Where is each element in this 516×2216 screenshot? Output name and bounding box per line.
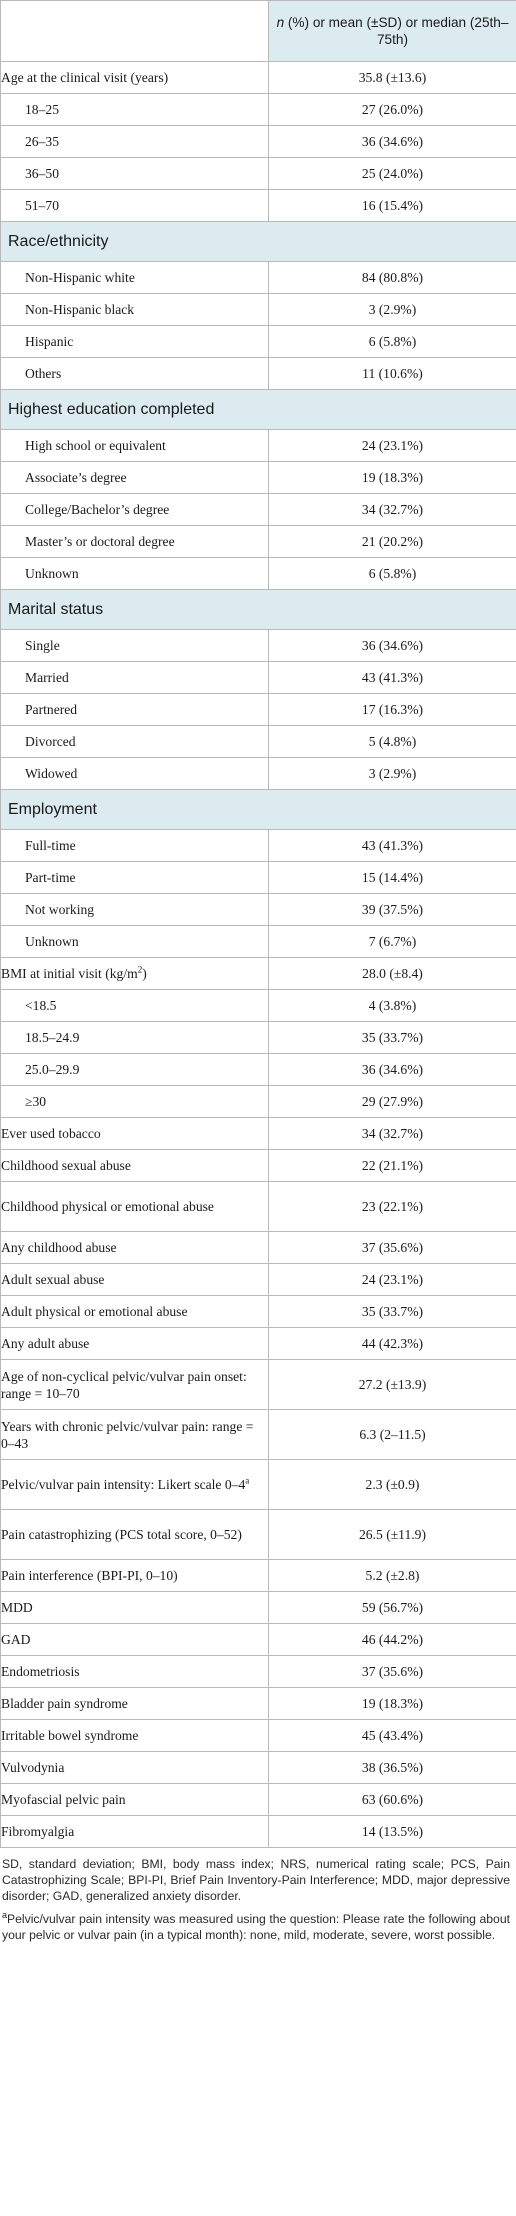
row-label: [1, 726, 269, 758]
table-row: [1, 1054, 516, 1086]
table-row: [1, 694, 516, 726]
section-header-row: [1, 790, 516, 830]
row-label: [1, 958, 269, 990]
table-row: [1, 662, 516, 694]
row-label-text: Ever used tobacco: [1, 1126, 101, 1141]
row-label-text: Single: [25, 638, 60, 653]
footnote-a-text: Pelvic/vulvar pain intensity was measured using the question: Please rate the following about your pelvic or vulvar pain (in a typical month): none, mild, moderate, severe, worst possible.: [2, 1912, 510, 1942]
table-row: [1, 262, 516, 294]
table-row: [1, 830, 516, 862]
row-label-text: Not working: [25, 902, 95, 917]
row-label-suffix: ): [142, 966, 147, 981]
table-row: [1, 758, 516, 790]
row-label: [1, 430, 269, 462]
row-label: [1, 1752, 269, 1784]
footnote-a: [2, 1911, 510, 1943]
row-label-text: Years with chronic pelvic/vulvar pain: range = 0–43: [1, 1418, 254, 1451]
row-value: 35.8 (±13.6): [269, 62, 516, 94]
row-label: [1, 1688, 269, 1720]
row-label: [1, 1460, 269, 1510]
row-value: 22 (21.1%): [269, 1150, 516, 1182]
row-value: 19 (18.3%): [269, 462, 516, 494]
table-row: [1, 862, 516, 894]
row-label: [1, 1510, 269, 1560]
row-label-text: Adult physical or emotional abuse: [1, 1304, 188, 1319]
row-value: 23 (22.1%): [269, 1182, 516, 1232]
row-label: [1, 926, 269, 958]
section-header-row: [1, 222, 516, 262]
table-row: [1, 126, 516, 158]
row-label: [1, 494, 269, 526]
row-label-text: ≥30: [25, 1094, 47, 1109]
table-row: [1, 1784, 516, 1816]
row-label-text: Myofascial pelvic pain: [1, 1792, 126, 1807]
header-n: n: [276, 15, 285, 30]
table-row: [1, 1086, 516, 1118]
row-value: 28.0 (±8.4): [269, 958, 516, 990]
table-row: [1, 1328, 516, 1360]
table-row: [1, 1410, 516, 1460]
table-body: [1, 62, 516, 1848]
footnote-a-marker: a: [2, 1909, 8, 1920]
row-label-text: 26–35: [25, 134, 59, 149]
row-value: 16 (15.4%): [269, 190, 516, 222]
row-label: [1, 126, 269, 158]
row-label-text: Unknown: [25, 566, 79, 581]
table-row: [1, 1150, 516, 1182]
section-empty-cell: [269, 790, 516, 830]
table-row: [1, 190, 516, 222]
row-label-superscript: a: [245, 1475, 250, 1486]
row-label: [1, 694, 269, 726]
row-value: 36 (34.6%): [269, 126, 516, 158]
table-row: [1, 1022, 516, 1054]
row-label: [1, 1264, 269, 1296]
row-label: [1, 326, 269, 358]
row-value: 24 (23.1%): [269, 1264, 516, 1296]
row-value: 37 (35.6%): [269, 1656, 516, 1688]
row-label: [1, 1022, 269, 1054]
header-stat-cell: [269, 1, 516, 62]
row-value: 38 (36.5%): [269, 1752, 516, 1784]
table-row: [1, 1752, 516, 1784]
row-label-text: Irritable bowel syndrome: [1, 1728, 139, 1743]
row-value: 43 (41.3%): [269, 830, 516, 862]
table-row: [1, 1624, 516, 1656]
table-row: [1, 462, 516, 494]
row-label: [1, 1296, 269, 1328]
row-label: [1, 1118, 269, 1150]
row-label: [1, 1232, 269, 1264]
row-label: [1, 758, 269, 790]
row-value: 26.5 (±11.9): [269, 1510, 516, 1560]
row-label-text: <18.5: [25, 998, 57, 1013]
row-label-text: MDD: [1, 1600, 33, 1615]
row-value: 15 (14.4%): [269, 862, 516, 894]
table-row: [1, 726, 516, 758]
row-value: 3 (2.9%): [269, 294, 516, 326]
row-label: [1, 830, 269, 862]
row-label: [1, 190, 269, 222]
section-empty-cell: [269, 222, 516, 262]
row-label-text: Hispanic: [25, 334, 74, 349]
row-label: [1, 862, 269, 894]
row-value: 39 (37.5%): [269, 894, 516, 926]
row-value: 34 (32.7%): [269, 1118, 516, 1150]
row-label: [1, 558, 269, 590]
table-row: [1, 326, 516, 358]
row-value: 29 (27.9%): [269, 1086, 516, 1118]
row-label: [1, 358, 269, 390]
row-value: 11 (10.6%): [269, 358, 516, 390]
table-row: [1, 1296, 516, 1328]
section-label: Employment: [1, 790, 269, 830]
row-label: [1, 1328, 269, 1360]
row-label: [1, 1592, 269, 1624]
row-value: 27 (26.0%): [269, 94, 516, 126]
row-label: [1, 662, 269, 694]
row-value: 27.2 (±13.9): [269, 1360, 516, 1410]
row-value: 5.2 (±2.8): [269, 1560, 516, 1592]
header-blank-cell: [1, 1, 269, 62]
row-label-text: Adult sexual abuse: [1, 1272, 105, 1287]
table-row: [1, 1232, 516, 1264]
row-value: 34 (32.7%): [269, 494, 516, 526]
table-row: [1, 358, 516, 390]
row-value: 36 (34.6%): [269, 1054, 516, 1086]
row-label-text: Others: [25, 366, 62, 381]
row-label: [1, 526, 269, 558]
row-value: 44 (42.3%): [269, 1328, 516, 1360]
row-label: [1, 1150, 269, 1182]
section-label: Race/ethnicity: [1, 222, 269, 262]
row-label: [1, 630, 269, 662]
section-header-row: [1, 390, 516, 430]
section-empty-cell: [269, 590, 516, 630]
row-value: 6 (5.8%): [269, 558, 516, 590]
row-value: 35 (33.7%): [269, 1022, 516, 1054]
row-value: 59 (56.7%): [269, 1592, 516, 1624]
row-label: [1, 62, 269, 94]
row-value: 4 (3.8%): [269, 990, 516, 1022]
row-label-text: Married: [25, 670, 69, 685]
row-label-superscript: 2: [137, 964, 143, 975]
row-label-text: Vulvodynia: [1, 1760, 65, 1775]
row-label: [1, 894, 269, 926]
row-label: [1, 158, 269, 190]
row-label-text: Childhood sexual abuse: [1, 1158, 131, 1173]
table-row: [1, 958, 516, 990]
table-row: [1, 1560, 516, 1592]
table-row: [1, 294, 516, 326]
row-label-text: Divorced: [25, 734, 76, 749]
row-label: [1, 1410, 269, 1460]
table-row: [1, 630, 516, 662]
table-row: [1, 926, 516, 958]
row-label: [1, 1720, 269, 1752]
table-row: [1, 1460, 516, 1510]
row-label-text: Pain interference (BPI-PI, 0–10): [1, 1568, 178, 1583]
row-label-text: Childhood physical or emotional abuse: [1, 1199, 214, 1214]
abbreviations-note: SD, standard deviation; BMI, body mass index; NRS, numerical rating scale; PCS, Pain Catastrophizing Scale; BPI-PI, Brief Pain Inventory-Pain Interference; MDD, major depressive disorder; GAD, generalized anxiety disorder.: [2, 1857, 510, 1903]
table-row: [1, 494, 516, 526]
row-label-text: Widowed: [25, 766, 78, 781]
row-value: 25 (24.0%): [269, 158, 516, 190]
section-header-row: [1, 590, 516, 630]
row-value: 46 (44.2%): [269, 1624, 516, 1656]
row-label: [1, 1086, 269, 1118]
table-row: [1, 1264, 516, 1296]
row-label-text: Partnered: [25, 702, 78, 717]
row-value: 63 (60.6%): [269, 1784, 516, 1816]
row-label-text: Any adult abuse: [1, 1336, 90, 1351]
table-row: [1, 1688, 516, 1720]
table-row: [1, 894, 516, 926]
table-row: [1, 430, 516, 462]
row-label-text: BMI at initial visit (kg/m: [1, 966, 138, 981]
header-stat-text: (%) or mean (±SD) or median (25th–75th): [284, 15, 509, 47]
row-value: 84 (80.8%): [269, 262, 516, 294]
row-label-text: Part-time: [25, 870, 76, 885]
row-value: 3 (2.9%): [269, 758, 516, 790]
row-label: [1, 294, 269, 326]
table-row: [1, 62, 516, 94]
table-row: [1, 1360, 516, 1410]
table-row: [1, 158, 516, 190]
row-value: 37 (35.6%): [269, 1232, 516, 1264]
row-label-text: Fibromyalgia: [1, 1824, 75, 1839]
row-label: [1, 1784, 269, 1816]
row-label-text: 36–50: [25, 166, 59, 181]
table-row: [1, 1592, 516, 1624]
row-label: [1, 1656, 269, 1688]
row-label-text: Associate’s degree: [25, 470, 127, 485]
row-value: 5 (4.8%): [269, 726, 516, 758]
table-row: [1, 1816, 516, 1848]
section-empty-cell: [269, 390, 516, 430]
row-label: [1, 1360, 269, 1410]
row-label-text: 51–70: [25, 198, 59, 213]
row-label-text: Age at the clinical visit (years): [1, 70, 169, 85]
row-label-text: Endometriosis: [1, 1664, 80, 1679]
row-label: [1, 462, 269, 494]
section-label: Marital status: [1, 590, 269, 630]
table-row: [1, 1510, 516, 1560]
row-label-text: Pelvic/vulvar pain intensity: Likert scale 0–4: [1, 1477, 246, 1492]
table-row: [1, 558, 516, 590]
row-value: 14 (13.5%): [269, 1816, 516, 1848]
header-row: [1, 1, 516, 62]
row-label: [1, 1560, 269, 1592]
row-value: 6.3 (2–11.5): [269, 1410, 516, 1460]
table-row: [1, 1720, 516, 1752]
row-label-text: Age of non-cyclical pelvic/vulvar pain onset: range = 10–70: [1, 1368, 247, 1401]
row-value: 17 (16.3%): [269, 694, 516, 726]
row-label: [1, 1054, 269, 1086]
table-row: [1, 990, 516, 1022]
row-label: [1, 1624, 269, 1656]
row-label-text: Full-time: [25, 838, 76, 853]
row-label-text: Pain catastrophizing (PCS total score, 0–52): [1, 1527, 242, 1542]
row-label-text: 25.0–29.9: [25, 1062, 80, 1077]
row-label: [1, 262, 269, 294]
row-value: 43 (41.3%): [269, 662, 516, 694]
table-row: [1, 526, 516, 558]
row-value: 2.3 (±0.9): [269, 1460, 516, 1510]
row-value: 6 (5.8%): [269, 326, 516, 358]
row-label: [1, 1182, 269, 1232]
row-label-text: Unknown: [25, 934, 79, 949]
row-label-text: High school or equivalent: [25, 438, 166, 453]
row-label-text: GAD: [1, 1632, 31, 1647]
row-value: 36 (34.6%): [269, 630, 516, 662]
row-label-text: 18–25: [25, 102, 59, 117]
row-label-text: College/Bachelor’s degree: [25, 502, 170, 517]
table-row: [1, 1656, 516, 1688]
row-label: [1, 990, 269, 1022]
row-label-text: Non-Hispanic white: [25, 270, 135, 285]
row-label: [1, 94, 269, 126]
row-label-text: Any childhood abuse: [1, 1240, 117, 1255]
row-value: 7 (6.7%): [269, 926, 516, 958]
section-label: Highest education completed: [1, 390, 269, 430]
row-value: 35 (33.7%): [269, 1296, 516, 1328]
table-footnotes: [0, 1848, 516, 1943]
table-row: [1, 1118, 516, 1150]
table-row: [1, 94, 516, 126]
row-value: 24 (23.1%): [269, 430, 516, 462]
row-value: 21 (20.2%): [269, 526, 516, 558]
row-value: 19 (18.3%): [269, 1688, 516, 1720]
row-label: [1, 1816, 269, 1848]
row-label-text: Master’s or doctoral degree: [25, 534, 175, 549]
row-label-text: Non-Hispanic black: [25, 302, 135, 317]
row-label-text: Bladder pain syndrome: [1, 1696, 128, 1711]
row-label-text: 18.5–24.9: [25, 1030, 80, 1045]
table-row: [1, 1182, 516, 1232]
row-value: 45 (43.4%): [269, 1720, 516, 1752]
